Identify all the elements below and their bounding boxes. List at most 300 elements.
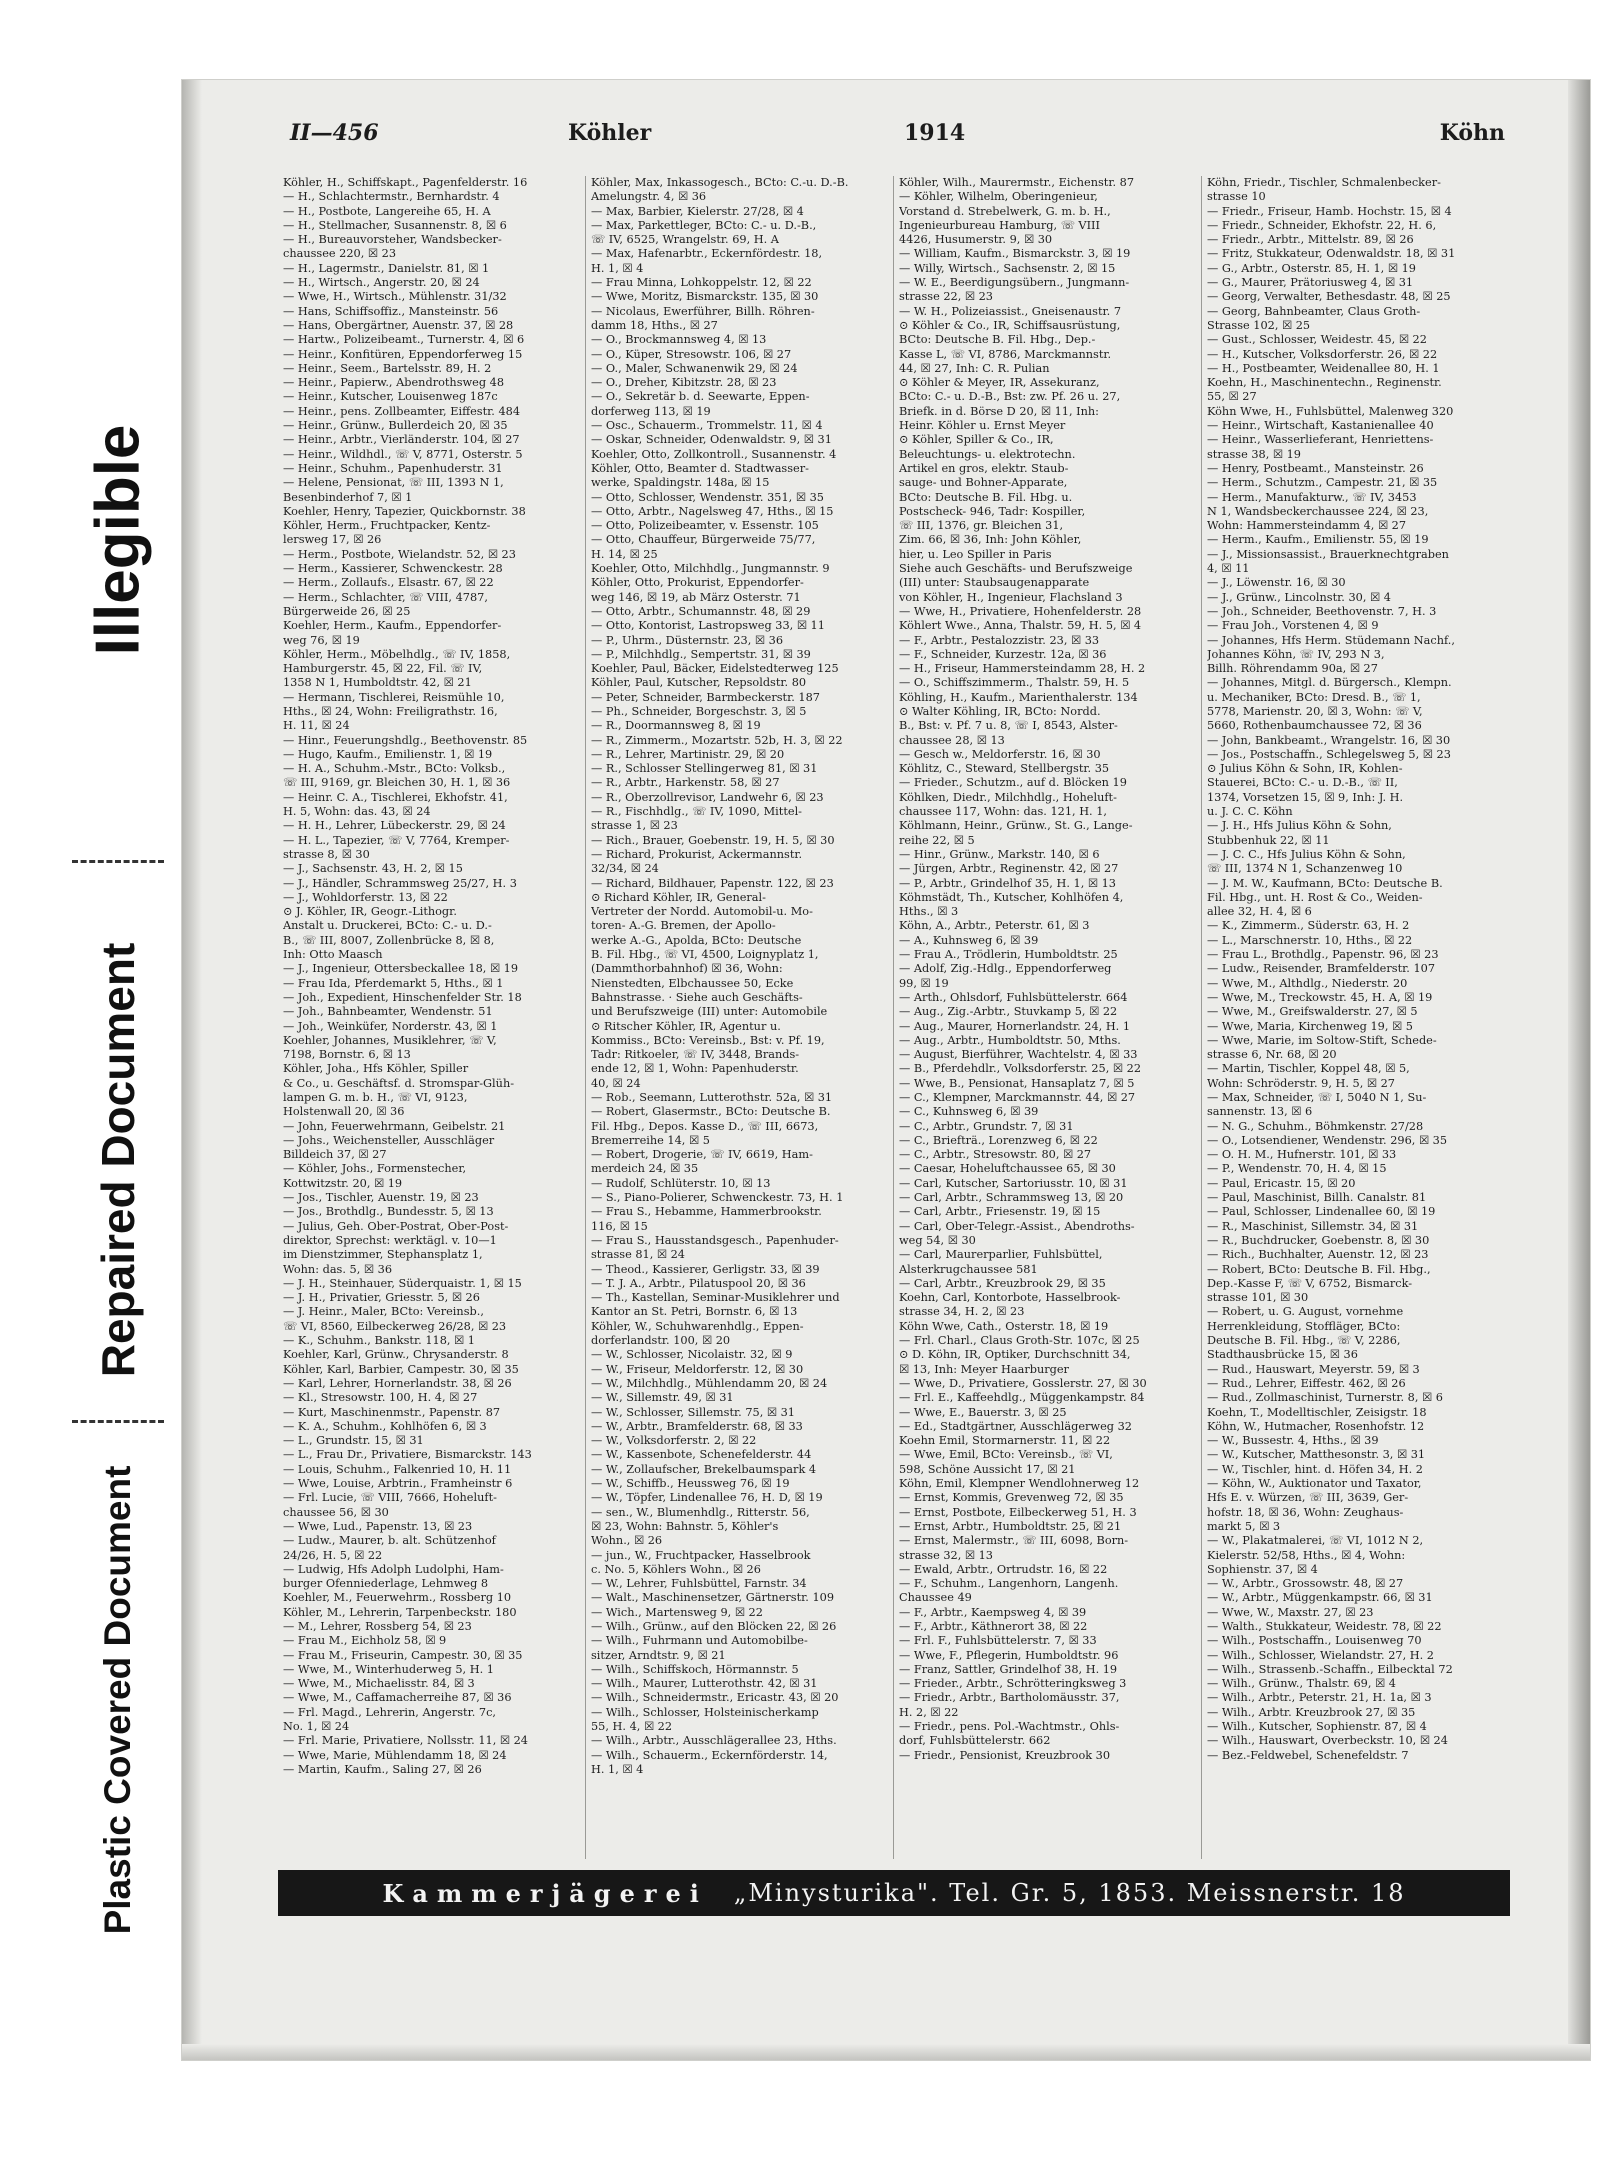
directory-entry: — Franz, Sattler, Grindelhof 38, H. 19 <box>899 1662 1118 1676</box>
directory-entry: — L., Frau Dr., Privatiere, Bismarckstr. 143 <box>283 1448 532 1462</box>
directory-entry: toren- A.-G. Bremen, der Apollo- <box>591 919 776 933</box>
directory-entry: Köhn, W., Hutmacher, Rosenhofstr. 12 <box>1207 1419 1425 1433</box>
directory-entry: BCto: Deutsche B. Fil. Hbg., Dep.- <box>899 333 1096 347</box>
directory-entry: H. 11, ☒ 24 <box>283 719 350 733</box>
directory-entry: — Frl. Lucie, ☏ VIII, 7666, Hoheluft- <box>283 1491 497 1505</box>
banner-title: Kammerjägerei <box>382 1878 708 1908</box>
directory-entry: — P., Uhrm., Düsternstr. 23, ☒ 36 <box>591 633 784 647</box>
directory-entry: Hths., ☒ 24, Wohn: Freiligrathstr. 16, <box>283 704 498 718</box>
directory-entry: 55, H. 4, ☒ 22 <box>591 1720 673 1734</box>
directory-entry: — Johannes, Mitgl. d. Bürgersch., Klempn. <box>1207 676 1452 690</box>
directory-entry: — Max, Schneider, ☏ I, 5040 N 1, Su- <box>1207 1091 1427 1104</box>
directory-entry: 7198, Bornstr. 6, ☒ 13 <box>283 1048 411 1062</box>
directory-entry: H. 14, ☒ 25 <box>591 547 658 561</box>
directory-entry: — K., Schuhm., Bankstr. 118, ☒ 1 <box>283 1334 475 1348</box>
directory-entry: — Robert, Glasermstr., BCto: Deutsche B. <box>591 1105 831 1119</box>
directory-entry: — R., Fischhdlg., ☏ IV, 1090, Mittel- <box>591 805 802 819</box>
directory-entry: — Oskar, Schneider, Odenwaldstr. 9, ☒ 31 <box>591 433 832 447</box>
directory-entry: — Frau M., Friseurin, Campestr. 30, ☒ 35 <box>283 1648 523 1662</box>
directory-entry: — F., Arbtr., Pestalozzistr. 23, ☒ 33 <box>899 633 1100 647</box>
directory-entry: lersweg 17, ☒ 26 <box>283 533 382 547</box>
page-header <box>290 120 1505 160</box>
directory-entry: — O., Brockmannsweg 4, ☒ 13 <box>591 333 767 347</box>
plastic-covered-label-text: Plastic Covered Document <box>97 1465 138 1935</box>
directory-entry: — H., Lagermstr., Danielstr. 81, ☒ 1 <box>283 261 490 275</box>
directory-entry: ☒ 23, Wohn: Bahnstr. 5, Köhler's <box>591 1519 779 1533</box>
directory-column-2 <box>586 176 894 1859</box>
directory-entry: strasse 32, ☒ 13 <box>899 1548 993 1562</box>
directory-entry: — R., Doormannsweg 8, ☒ 19 <box>591 719 761 733</box>
directory-entry: — P., Arbtr., Grindelhof 35, H. 1, ☒ 13 <box>899 876 1116 890</box>
page-edge-shadow <box>182 80 202 2060</box>
directory-entry: Wohn: das. 5, ☒ 36 <box>283 1262 393 1276</box>
directory-entry: — Wwe, E., Bauerstr. 3, ☒ 25 <box>899 1405 1067 1419</box>
directory-entry: — Max, Barbier, Kielerstr. 27/28, ☒ 4 <box>591 204 804 218</box>
directory-entry: — C., Arbtr., Stresowstr. 80, ☒ 27 <box>899 1148 1092 1162</box>
directory-entry: — Carl, Arbtr., Kreuzbrook 29, ☒ 35 <box>899 1276 1106 1290</box>
directory-entry: — Johs., Weichensteller, Ausschläger <box>283 1133 495 1147</box>
directory-entry: — Rud., Lehrer, Eiffestr. 462, ☒ 26 <box>1207 1376 1406 1390</box>
directory-entry: BCto: Deutsche B. Fil. Hbg. u. <box>899 490 1073 504</box>
directory-entry: — Caesar, Hoheluftchaussee 65, ☒ 30 <box>899 1162 1116 1176</box>
directory-entry: — W., Schlosser, Nicolaistr. 32, ☒ 9 <box>591 1348 793 1362</box>
directory-entry: — Wilh., Schlosser, Holsteinischerkamp <box>591 1705 819 1719</box>
directory-entry: — Jos., Tischler, Auenstr. 19, ☒ 23 <box>283 1191 479 1205</box>
directory-entry: Köhlert Wwe., Anna, Thalstr. 59, H. 5, ☒ 4 <box>899 619 1142 633</box>
directory-entry: ende 12, ☒ 1, Wohn: Papenhuderstr. <box>591 1062 799 1076</box>
directory-entry: H. 1, ☒ 4 <box>591 261 644 275</box>
directory-entry: — F., Schneider, Kurzestr. 12a, ☒ 36 <box>899 647 1107 661</box>
directory-entry: Köhler, Herm., Möbelhdlg., ☏ IV, 1858, <box>283 647 511 661</box>
directory-entry: ⊙ Ritscher Köhler, IR, Agentur u. <box>591 1019 781 1033</box>
scanned-page <box>182 80 1590 2060</box>
directory-entry: sitzer, Arndtstr. 9, ☒ 21 <box>591 1648 726 1662</box>
directory-entry: weg 146, ☒ 19, ab März Osterstr. 71 <box>591 590 801 604</box>
directory-entry: — O., Schiffszimmerm., Thalstr. 59, H. 5 <box>899 676 1130 690</box>
directory-entry: — Paul, Schlosser, Lindenallee 60, ☒ 19 <box>1207 1205 1436 1219</box>
directory-entry: — W., Bussestr. 4, Hths., ☒ 39 <box>1207 1434 1379 1448</box>
directory-entry: — Frau Minna, Lohkoppelstr. 12, ☒ 22 <box>591 276 812 290</box>
directory-entry: — H., Wirtsch., Angerstr. 20, ☒ 24 <box>283 276 480 290</box>
directory-entry: — Louis, Schuhm., Falkenried 10, H. 11 <box>283 1462 512 1476</box>
directory-entry: — P., Wendenstr. 70, H. 4, ☒ 15 <box>1207 1162 1387 1176</box>
directory-entry: ⊙ Köhler & Co., IR, Schiffsausrüstung, <box>899 318 1121 332</box>
directory-entry: — J., Händler, Schrammsweg 25/27, H. 3 <box>283 876 517 890</box>
directory-entry: — Henry, Postbeamt., Mansteinstr. 26 <box>1207 461 1424 475</box>
directory-entry: — O., Küper, Stresowstr. 106, ☒ 27 <box>591 347 792 361</box>
directory-entry: — Wilh., Arbtr., Ausschlägerallee 23, Hths. <box>591 1734 837 1748</box>
directory-entry: u. J. C. C. Köhn <box>1207 805 1293 819</box>
directory-entry: — Wilh., Maurer, Lutterothstr. 42, ☒ 31 <box>591 1677 818 1691</box>
directory-entry: — Carl, Arbtr., Friesenstr. 19, ☒ 15 <box>899 1205 1101 1219</box>
directory-entry: — Wilh., Schiffskoch, Hörmannstr. 5 <box>591 1662 799 1676</box>
directory-entry: Zim. 66, ☒ 36, Inh: John Köhler, <box>899 533 1082 547</box>
illegible-label-text: Illegible <box>83 424 153 656</box>
directory-entry: — Ernst, Postbote, Eilbeckerweg 51, H. 3 <box>899 1505 1137 1519</box>
directory-entry: — William, Kaufm., Bismarckstr. 3, ☒ 19 <box>899 247 1131 261</box>
directory-entry: — Wilh., Schneidermstr., Ericastr. 43, ☒ 20 <box>591 1691 839 1705</box>
directory-entry: B., ☏ III, 8007, Zollenbrücke 8, ☒ 8, <box>283 933 495 947</box>
directory-entry: — H., Postbeamter, Weidenallee 80, H. 1 <box>1207 361 1440 375</box>
directory-entry: — K., Zimmerm., Süderstr. 63, H. 2 <box>1207 919 1410 933</box>
directory-entry: 1374, Vorsetzen 15, ☒ 9, Inh: J. H. <box>1207 790 1404 804</box>
directory-entry: — R., Zimmerm., Mozartstr. 52b, H. 3, ☒ 22 <box>591 733 843 747</box>
directory-entry: — Nicolaus, Ewerführer, Billh. Röhren- <box>591 304 815 318</box>
directory-entry: ⊙ J. Köhler, IR, Geogr.-Lithogr. <box>283 905 457 919</box>
directory-entry: — Wwe, M., Treckowstr. 45, H. A, ☒ 19 <box>1207 990 1433 1004</box>
page-edge-shadow <box>182 2044 1590 2060</box>
directory-entry: ☏ IV, 6525, Wrangelstr. 69, H. A <box>591 233 779 247</box>
directory-entry: — Wwe, M., Winterhuderweg 5, H. 1 <box>283 1662 494 1676</box>
directory-entry: — J. H., Hfs Julius Köhn & Sohn, <box>1207 819 1392 833</box>
directory-entry: Bahnstrasse. · Siehe auch Geschäfts- <box>591 990 803 1004</box>
directory-entry: — B., Pferdehdlr., Volksdorferstr. 25, ☒ 22 <box>899 1062 1142 1076</box>
directory-entry: strasse 101, ☒ 30 <box>1207 1291 1309 1305</box>
directory-entry: — Carl, Maurerparlier, Fuhlsbüttel, <box>899 1248 1103 1262</box>
directory-entry: H. 5, Wohn: das. 43, ☒ 24 <box>283 805 431 819</box>
directory-entry: werke, Spaldingstr. 148a, ☒ 15 <box>591 476 770 490</box>
directory-entry: strasse 81, ☒ 24 <box>591 1248 685 1262</box>
directory-entry: — Joh., Weinküfer, Norderstr. 43, ☒ 1 <box>283 1019 498 1033</box>
directory-entry: weg 76, ☒ 19 <box>283 633 360 647</box>
directory-entry: H. 2, ☒ 22 <box>899 1705 959 1719</box>
directory-entry: strasse 1, ☒ 23 <box>591 819 678 833</box>
directory-entry: — O. H. M., Hufnerstr. 101, ☒ 33 <box>1207 1148 1397 1162</box>
directory-entry: — Otto, Arbtr., Nagelsweg 47, Hths., ☒ 15 <box>591 504 834 518</box>
directory-entry: — Frau M., Eichholz 58, ☒ 9 <box>283 1634 447 1648</box>
directory-entry: — G., Arbtr., Osterstr. 85, H. 1, ☒ 19 <box>1207 261 1416 275</box>
directory-entry: — Georg, Bahnbeamter, Claus Groth- <box>1207 304 1421 318</box>
directory-entry: Herrenkleidung, Stoffläger, BCto: <box>1207 1319 1401 1333</box>
directory-entry: — Rud., Hauswart, Meyerstr. 59, ☒ 3 <box>1207 1362 1420 1376</box>
directory-entry: — Walth., Stukkateur, Weidestr. 78, ☒ 22 <box>1207 1619 1442 1633</box>
directory-entry: — Wwe, B., Pensionat, Hansaplatz 7, ☒ 5 <box>899 1076 1135 1090</box>
directory-entry: lampen G. m. b. H., ☏ VI, 9123, <box>283 1091 468 1104</box>
directory-entry: — R., Oberzollrevisor, Landwehr 6, ☒ 23 <box>591 790 824 804</box>
directory-entry: Deutsche B. Fil. Hbg., ☏ V, 2286, <box>1207 1334 1401 1348</box>
directory-entry: — W., Volksdorferstr. 2, ☒ 22 <box>591 1434 757 1448</box>
directory-entry: — H., Schlachtermstr., Bernhardstr. 4 <box>283 190 500 204</box>
directory-entry: strasse 10 <box>1207 190 1266 204</box>
directory-entry: Koehler, Otto, Milchhdlg., Jungmannstr. 9 <box>591 562 830 576</box>
directory-entry: 32/34, ☒ 24 <box>591 862 659 876</box>
directory-entry: von Köhler, H., Ingenieur, Flachsland 3 <box>899 590 1123 604</box>
directory-entry: — H., Bureauvorsteher, Wandsbecker- <box>283 233 502 247</box>
directory-entry: 116, ☒ 15 <box>591 1219 648 1233</box>
directory-entry: — Frl. E., Kaffeehdlg., Müggenkampstr. 84 <box>899 1391 1145 1405</box>
directory-entry: Kommiss., BCto: Vereinsb., Bst: v. Pf. 19, <box>591 1033 825 1047</box>
directory-entry: Vertreter der Nordd. Automobil-u. Mo- <box>591 905 813 919</box>
directory-entry: — L., Grundstr. 15, ☒ 31 <box>283 1434 424 1448</box>
directory-entry: Köhler, Otto, Prokurist, Eppendorfer- <box>591 576 804 590</box>
directory-entry: ⊙ Köhler & Meyer, IR, Assekuranz, <box>899 376 1100 390</box>
directory-entry: — Wwe, Marie, Mühlendamm 18, ☒ 24 <box>283 1748 507 1762</box>
directory-entry: — Wwe, D., Privatiere, Gosslerstr. 27, ☒ 30 <box>899 1376 1147 1390</box>
directory-entry: — Otto, Kontorist, Lastropsweg 33, ☒ 11 <box>591 619 825 633</box>
directory-entry: — Aug., Arbtr., Humboldtstr. 50, Mths. <box>899 1033 1121 1047</box>
directory-entry: — Frl. F., Fuhlsbüttelerstr. 7, ☒ 33 <box>899 1634 1097 1648</box>
directory-entry: — F., Arbtr., Kaempsweg 4, ☒ 39 <box>899 1605 1087 1619</box>
directory-entry: — Joh., Bahnbeamter, Wendenstr. 51 <box>283 1005 493 1019</box>
directory-entry: — Kurt, Maschinenmstr., Papenstr. 87 <box>283 1405 501 1419</box>
directory-entry: — R., Maschinist, Sillemstr. 34, ☒ 31 <box>1207 1219 1419 1233</box>
directory-entry: — Ernst, Arbtr., Humboldtstr. 25, ☒ 21 <box>899 1519 1122 1533</box>
directory-entry: Koehn, T., Modelltischler, Zeisigstr. 18 <box>1207 1405 1427 1419</box>
directory-entry: dorferweg 113, ☒ 19 <box>591 404 711 418</box>
advertisement-banner <box>278 1870 1510 1916</box>
directory-entry: — Wwe, Moritz, Bismarckstr. 135, ☒ 30 <box>591 290 819 304</box>
directory-entry: Tadr: Ritkoeler, ☏ IV, 3448, Brands- <box>591 1048 800 1062</box>
directory-entry: — J. H., Privatier, Griesstr. 5, ☒ 26 <box>283 1291 480 1305</box>
directory-entry: — Rich., Brauer, Goebenstr. 19, H. 5, ☒ 30 <box>591 833 835 847</box>
directory-entry: markt 5, ☒ 3 <box>1207 1519 1281 1533</box>
directory-entry: — Heinr., pens. Zollbeamter, Eiffestr. 484 <box>283 404 521 418</box>
directory-entry: — Wilh., Arbtr. Kreuzbrook 27, ☒ 35 <box>1207 1705 1416 1719</box>
directory-entry: werke A.-G., Apolda, BCto: Deutsche <box>591 933 802 947</box>
directory-entry: — Wwe, Marie, im Soltow-Stift, Schede- <box>1207 1033 1437 1047</box>
directory-entry: — H., Kutscher, Volksdorferstr. 26, ☒ 22 <box>1207 347 1438 361</box>
directory-entry: — Ewald, Arbtr., Ortrudstr. 16, ☒ 22 <box>899 1562 1108 1576</box>
directory-entry: — Robert, u. G. August, vornehme <box>1207 1305 1404 1319</box>
directory-entry: Köhler, Otto, Beamter d. Stadtwasser- <box>591 461 809 475</box>
directory-entry: No. 1, ☒ 24 <box>283 1720 350 1734</box>
directory-entry: Ingenieurbureau Hamburg, ☏ VIII <box>899 218 1100 232</box>
directory-column-3 <box>894 176 1202 1859</box>
directory-entry: Köhling, H., Kaufm., Marienthalerstr. 134 <box>899 690 1138 704</box>
directory-entry: — Herm., Kassierer, Schwenckestr. 28 <box>283 562 503 576</box>
directory-entry: 598, Schöne Aussicht 17, ☒ 21 <box>899 1462 1076 1476</box>
directory-entry: — W., Kutscher, Matthesonstr. 3, ☒ 31 <box>1207 1448 1426 1462</box>
directory-entry: Koehler, Johannes, Musiklehrer, ☏ V, <box>283 1033 497 1047</box>
directory-entry: 4426, Husumerstr. 9, ☒ 30 <box>899 233 1053 247</box>
directory-entry: — W., Sillemstr. 49, ☒ 31 <box>591 1391 734 1405</box>
directory-entry: — C., Arbtr., Grundstr. 7, ☒ 31 <box>899 1119 1074 1133</box>
directory-entry: — L., Marschnerstr. 10, Hths., ☒ 22 <box>1207 933 1413 947</box>
directory-entry: — O., Dreher, Kibitzstr. 28, ☒ 23 <box>591 376 777 390</box>
directory-entry: — Frau L., Brothdlg., Papenstr. 96, ☒ 23 <box>1207 948 1439 962</box>
directory-entry: allee 32, H. 4, ☒ 6 <box>1207 905 1312 919</box>
directory-entry: merdeich 24, ☒ 35 <box>591 1162 699 1176</box>
directory-entry: — Otto, Polizeibeamter, v. Essenstr. 105 <box>591 519 819 533</box>
directory-entry: Heinr. Köhler u. Ernst Meyer <box>899 419 1066 433</box>
directory-entry: — H. L., Tapezier, ☏ V, 7764, Kremper- <box>283 833 510 847</box>
directory-entry: direktor, Sprechst: werktägl. v. 10—1 <box>283 1233 497 1247</box>
directory-entry: — Richard, Bildhauer, Papenstr. 122, ☒ 23 <box>591 876 834 890</box>
directory-entry: (Dammthorbahnhof) ☒ 36, Wohn: <box>591 962 783 976</box>
directory-entry: — August, Bierführer, Wachtelstr. 4, ☒ 33 <box>899 1048 1138 1062</box>
directory-entry: — Paul, Ericastr. 15, ☒ 20 <box>1207 1176 1356 1190</box>
directory-entry: ☏ III, 1374 N 1, Schanzenweg 10 <box>1207 862 1403 876</box>
directory-entry: — C., Klempner, Marckmannstr. 44, ☒ 27 <box>899 1091 1136 1104</box>
directory-entry: damm 18, Hths., ☒ 27 <box>591 318 718 332</box>
directory-entry: Beleuchtungs- u. elektrotechn. <box>899 447 1076 461</box>
directory-entry: Stadthausbrücke 15, ☒ 36 <box>1207 1348 1358 1362</box>
directory-entry: — Martin, Kaufm., Saling 27, ☒ 26 <box>283 1762 482 1776</box>
directory-entry: Fil. Hbg., unt. H. Rost & Co., Weiden- <box>1207 890 1423 904</box>
directory-entry: — Kl., Stresowstr. 100, H. 4, ☒ 27 <box>283 1391 478 1405</box>
directory-entry: Briefk. in d. Börse D 20, ☒ 11, Inh: <box>899 404 1099 418</box>
directory-entry: — Wilh., Arbtr., Peterstr. 21, H. 1a, ☒ 3 <box>1207 1691 1432 1705</box>
directory-entry: — Friedr., pens. Pol.-Wachtmstr., Ohls- <box>899 1720 1120 1734</box>
directory-entry: — Heinr., Wirtschaft, Kastanienallee 40 <box>1207 419 1434 433</box>
directory-entry: Koehn, H., Maschinentechn., Reginenstr. <box>1207 376 1442 390</box>
directory-entry: — J., Grünw., Lincolnstr. 30, ☒ 4 <box>1207 590 1391 604</box>
directory-entry: — Heinr., Konfitüren, Eppendorferweg 15 <box>283 347 523 361</box>
directory-entry: — Ernst, Kommis, Grevenweg 72, ☒ 35 <box>899 1491 1124 1505</box>
directory-entry: Alsterkrugchaussee 581 <box>899 1262 1038 1276</box>
directory-entry: Köhlken, Diedr., Milchhdlg., Hoheluft- <box>899 790 1117 804</box>
page-number: II—456 <box>290 120 379 146</box>
directory-entry: — Wilh., Schauerm., Eckernförderstr. 14, <box>591 1748 828 1762</box>
directory-entry: — Gesch w., Meldorferstr. 16, ☒ 30 <box>899 747 1101 761</box>
directory-entry: — F., Schuhm., Langenhorn, Langenh. <box>899 1577 1119 1591</box>
directory-entry: — Carl, Ober-Telegr.-Assist., Abendroths- <box>899 1219 1135 1233</box>
directory-entry: — Theod., Kassierer, Gerligstr. 33, ☒ 39 <box>591 1262 820 1276</box>
directory-entry: Köhler, Herm., Fruchtpacker, Kentz- <box>283 519 491 533</box>
directory-entry: — Jürgen, Arbtr., Reginenstr. 42, ☒ 27 <box>899 862 1119 876</box>
directory-entry: — Frl. Charl., Claus Groth-Str. 107c, ☒ 25 <box>899 1334 1140 1348</box>
directory-entry: — W., Friseur, Meldorferstr. 12, ☒ 30 <box>591 1362 804 1376</box>
directory-entry: — Frau S., Hebamme, Hammerbrookstr. <box>591 1205 822 1219</box>
directory-entry: — J., Löwenstr. 16, ☒ 30 <box>1207 576 1346 590</box>
directory-entry: — Peter, Schneider, Barmbeckerstr. 187 <box>591 690 820 704</box>
directory-entry: — Hinr., Feuerungshdlg., Beethovenstr. 85 <box>283 733 528 747</box>
directory-entry: Köhler, Wilh., Maurermstr., Eichenstr. 87 <box>899 176 1135 189</box>
directory-entry: — J., Wohldorferstr. 13, ☒ 22 <box>283 890 448 904</box>
directory-entry: — Aug., Zig.-Arbtr., Stuvkamp 5, ☒ 22 <box>899 1005 1118 1019</box>
directory-entry: — Otto, Schlosser, Wendenstr. 351, ☒ 35 <box>591 490 824 504</box>
directory-entry: — Hans, Schiffsoffiz., Mansteinstr. 56 <box>283 304 499 318</box>
directory-entry: — Martin, Tischler, Koppel 48, ☒ 5, <box>1207 1062 1410 1076</box>
directory-entry: Anstalt u. Druckerei, BCto: C.- u. D.- <box>283 919 492 933</box>
directory-entry: — Frau S., Hausstandsgesch., Papenhuder- <box>591 1233 839 1247</box>
directory-entry: — Frl. Magd., Lehrerin, Angerstr. 7c, <box>283 1705 497 1719</box>
directory-entry: — W., Kassenbote, Schenefelderstr. 44 <box>591 1448 812 1462</box>
directory-entry: sauge- und Bohner-Apparate, <box>899 476 1068 490</box>
directory-entry: — Wilh., Hauswart, Overbeckstr. 10, ☒ 24 <box>1207 1734 1448 1748</box>
directory-entry: ⊙ D. Köhn, IR, Optiker, Durchschnitt 34, <box>899 1348 1131 1362</box>
directory-entry: Köhler, H., Schiffskapt., Pagenfelderstr. 16 <box>283 176 528 189</box>
directory-entry: — Wwe, Emil, BCto: Vereinsb., ☏ VI, <box>899 1448 1113 1462</box>
directory-entry: Johannes Köhn, ☏ IV, 293 N 3, <box>1207 647 1385 661</box>
directory-entry: — Friedr., Arbtr., Mittelstr. 89, ☒ 26 <box>1207 233 1414 247</box>
directory-entry: — Ph., Schneider, Borgeschstr. 3, ☒ 5 <box>591 704 807 718</box>
directory-entry: — Frau Joh., Vorstenen 4, ☒ 9 <box>1207 619 1379 633</box>
directory-entry: — Herm., Postbote, Wielandstr. 52, ☒ 23 <box>283 547 516 561</box>
directory-entry: — N. G., Schuhm., Böhmkenstr. 27/28 <box>1207 1119 1424 1133</box>
directory-entry: — W. H., Polizeiassist., Gneisenaustr. 7 <box>899 304 1122 318</box>
directory-entry: — W., Schlosser, Sillemstr. 75, ☒ 31 <box>591 1405 795 1419</box>
directory-entry: Billh. Röhrendamm 90a, ☒ 27 <box>1207 662 1378 676</box>
directory-entry: — J., Sachsenstr. 43, H. 2, ☒ 15 <box>283 862 463 876</box>
directory-entry: Koehler, M., Feuerwehrm., Rossberg 10 <box>283 1591 512 1605</box>
directory-entry: ☏ III, 1376, gr. Bleichen 31, <box>899 519 1064 533</box>
directory-entry: Koehler, Karl, Grünw., Chrysanderstr. 8 <box>283 1348 509 1362</box>
directory-entry: — Carl, Kutscher, Sartoriusstr. 10, ☒ 31 <box>899 1176 1128 1190</box>
directory-entry: — Rich., Buchhalter, Auenstr. 12, ☒ 23 <box>1207 1248 1429 1262</box>
directory-entry: Köhmstädt, Th., Kutscher, Kohlhöfen 4, <box>899 890 1124 904</box>
directory-entry: — Hermann, Tischlerei, Reismühle 10, <box>283 690 505 704</box>
directory-entry: — Joh., Expedient, Hinschenfelder Str. 18 <box>283 990 522 1004</box>
directory-entry: — Gust., Schlosser, Weidestr. 45, ☒ 22 <box>1207 333 1427 347</box>
directory-entry: — S., Piano-Polierer, Schwenckestr. 73, H. 1 <box>591 1191 844 1205</box>
directory-entry: 24/26, H. 5, ☒ 22 <box>283 1548 383 1562</box>
directory-entry: Köhn, Friedr., Tischler, Schmalenbecker- <box>1207 176 1441 189</box>
directory-entry: Artikel en gros, elektr. Staub- <box>899 461 1069 475</box>
directory-entry: — Willy, Wirtsch., Sachsenstr. 2, ☒ 15 <box>899 261 1116 275</box>
directory-entry: — Wwe, M., Althdlg., Niederstr. 20 <box>1207 976 1408 990</box>
directory-entry: — John, Feuerwehrmann, Geibelstr. 21 <box>283 1119 506 1133</box>
directory-entry: — Wich., Martensweg 9, ☒ 22 <box>591 1605 763 1619</box>
directory-entry: Hfs E. v. Würzen, ☏ III, 3639, Ger- <box>1207 1491 1409 1505</box>
directory-entry: Köhn, Emil, Klempner Wendlohnerweg 12 <box>899 1477 1140 1491</box>
label-separator <box>72 1420 164 1423</box>
directory-entry: Koehler, Otto, Zollkontroll., Susannenstr. 4 <box>591 447 837 461</box>
directory-entry: BCto: C.- u. D.-B., Bst: zw. Pf. 26 u. 27, <box>899 390 1121 404</box>
directory-entry: — P., Milchhdlg., Sempertstr. 31, ☒ 39 <box>591 647 811 661</box>
directory-entry: — Jos., Postschaffn., Schlegelsweg 5, ☒ 23 <box>1207 747 1451 761</box>
directory-entry: H. 1, ☒ 4 <box>591 1762 644 1776</box>
directory-entry: — Wwe, Maria, Kirchenweg 19, ☒ 5 <box>1207 1019 1413 1033</box>
directory-entry: — W., Arbtr., Müggenkampstr. 66, ☒ 31 <box>1207 1591 1433 1605</box>
directory-entry: — Heinr., Wildhdl., ☏ V, 8771, Osterstr. 5 <box>283 447 523 461</box>
directory-entry: — Frl. Marie, Privatiere, Nollsstr. 11, ☒ 24 <box>283 1734 528 1748</box>
directory-entry: — Friedr., Schneider, Ekhofstr. 22, H. 6, <box>1207 218 1437 232</box>
directory-entry: 55, ☒ 27 <box>1207 390 1257 404</box>
label-separator <box>72 860 164 863</box>
directory-entry: (III) unter: Staubsaugenapparate <box>899 576 1090 590</box>
directory-entry: — Wilh., Kutscher, Sophienstr. 87, ☒ 4 <box>1207 1720 1427 1734</box>
directory-entry: Wohn., ☒ 26 <box>591 1534 663 1548</box>
directory-entry: und Berufszweige (III) unter: Automobile <box>591 1005 828 1019</box>
directory-entry: chaussee 28, ☒ 13 <box>899 733 1005 747</box>
directory-entry: 99, ☒ 19 <box>899 976 949 990</box>
directory-entry: — H., Friseur, Hammersteindamm 28, H. 2 <box>899 662 1146 676</box>
directory-entry: — Heinr., Kutscher, Louisenweg 187c <box>283 390 498 404</box>
directory-entry: Köhn Wwe, Cath., Osterstr. 18, ☒ 19 <box>899 1319 1109 1333</box>
directory-entry: — J. C. C., Hfs Julius Köhn & Sohn, <box>1207 847 1406 861</box>
directory-entry: B., Bst: v. Pf. 7 u. 8, ☏ I, 8543, Alster- <box>899 719 1118 733</box>
directory-entry: — Adolf, Zig.-Hdlg., Eppendorferweg <box>899 962 1112 976</box>
directory-entry: — F., Arbtr., Käthnerort 38, ☒ 22 <box>899 1619 1088 1633</box>
directory-entry: — Helene, Pensionat, ☏ III, 1393 N 1, <box>283 476 504 490</box>
header-year: 1914 <box>904 120 966 146</box>
directory-entry: — Karl, Lehrer, Hornerlandstr. 38, ☒ 26 <box>283 1376 512 1390</box>
directory-entry: — R., Arbtr., Harkenstr. 58, ☒ 27 <box>591 776 780 790</box>
directory-entry: — H., Postbote, Langereihe 65, H. A <box>283 204 491 218</box>
directory-entry: Inh: Otto Maasch <box>283 948 383 962</box>
directory-entry: Stauerei, BCto: C.- u. D.-B., ☏ II, <box>1207 776 1398 790</box>
directory-entry: dorferlandstr. 100, ☒ 20 <box>591 1334 731 1348</box>
directory-entry: Dep.-Kasse F, ☏ V, 6752, Bismarck- <box>1207 1276 1413 1290</box>
directory-entry: — Friedr., Friseur, Hamb. Hochstr. 15, ☒ 4 <box>1207 204 1452 218</box>
directory-entry: Wohn: Hammersteindamm 4, ☒ 27 <box>1207 519 1407 533</box>
directory-entry: Köhler, W., Schuhwarenhdlg., Eppen- <box>591 1319 804 1333</box>
directory-entry: — W., Milchhdlg., Mühlendamm 20, ☒ 24 <box>591 1376 828 1390</box>
directory-entry: hofstr. 18, ☒ 36, Wohn: Zeughaus- <box>1207 1505 1404 1519</box>
directory-entry: — Wwe, Louise, Arbtrin., Framheinstr 6 <box>283 1477 513 1491</box>
directory-entry: Koehler, Henry, Tapezier, Quickbornstr. 38 <box>283 504 526 518</box>
directory-entry: strasse 34, H. 2, ☒ 23 <box>899 1305 1025 1319</box>
directory-entry: B. Fil. Hbg., ☏ VI, 4500, Loignyplatz 1, <box>591 948 819 962</box>
directory-entry: — Otto, Arbtr., Schumannstr. 48, ☒ 29 <box>591 604 811 618</box>
directory-entry: — Hinr., Grünw., Markstr. 140, ☒ 6 <box>899 847 1100 861</box>
directory-entry: Köhn, A., Arbtr., Peterstr. 61, ☒ 3 <box>899 919 1090 933</box>
directory-entry: Hths., ☒ 3 <box>899 905 959 919</box>
directory-entry: 44, ☒ 27, Inh: C. R. Pulian <box>899 361 1050 375</box>
directory-entry: — Wilh., Grünw., Thalstr. 69, ☒ 4 <box>1207 1677 1396 1691</box>
directory-entry: — Rudolf, Schlüterstr. 10, ☒ 13 <box>591 1176 771 1190</box>
